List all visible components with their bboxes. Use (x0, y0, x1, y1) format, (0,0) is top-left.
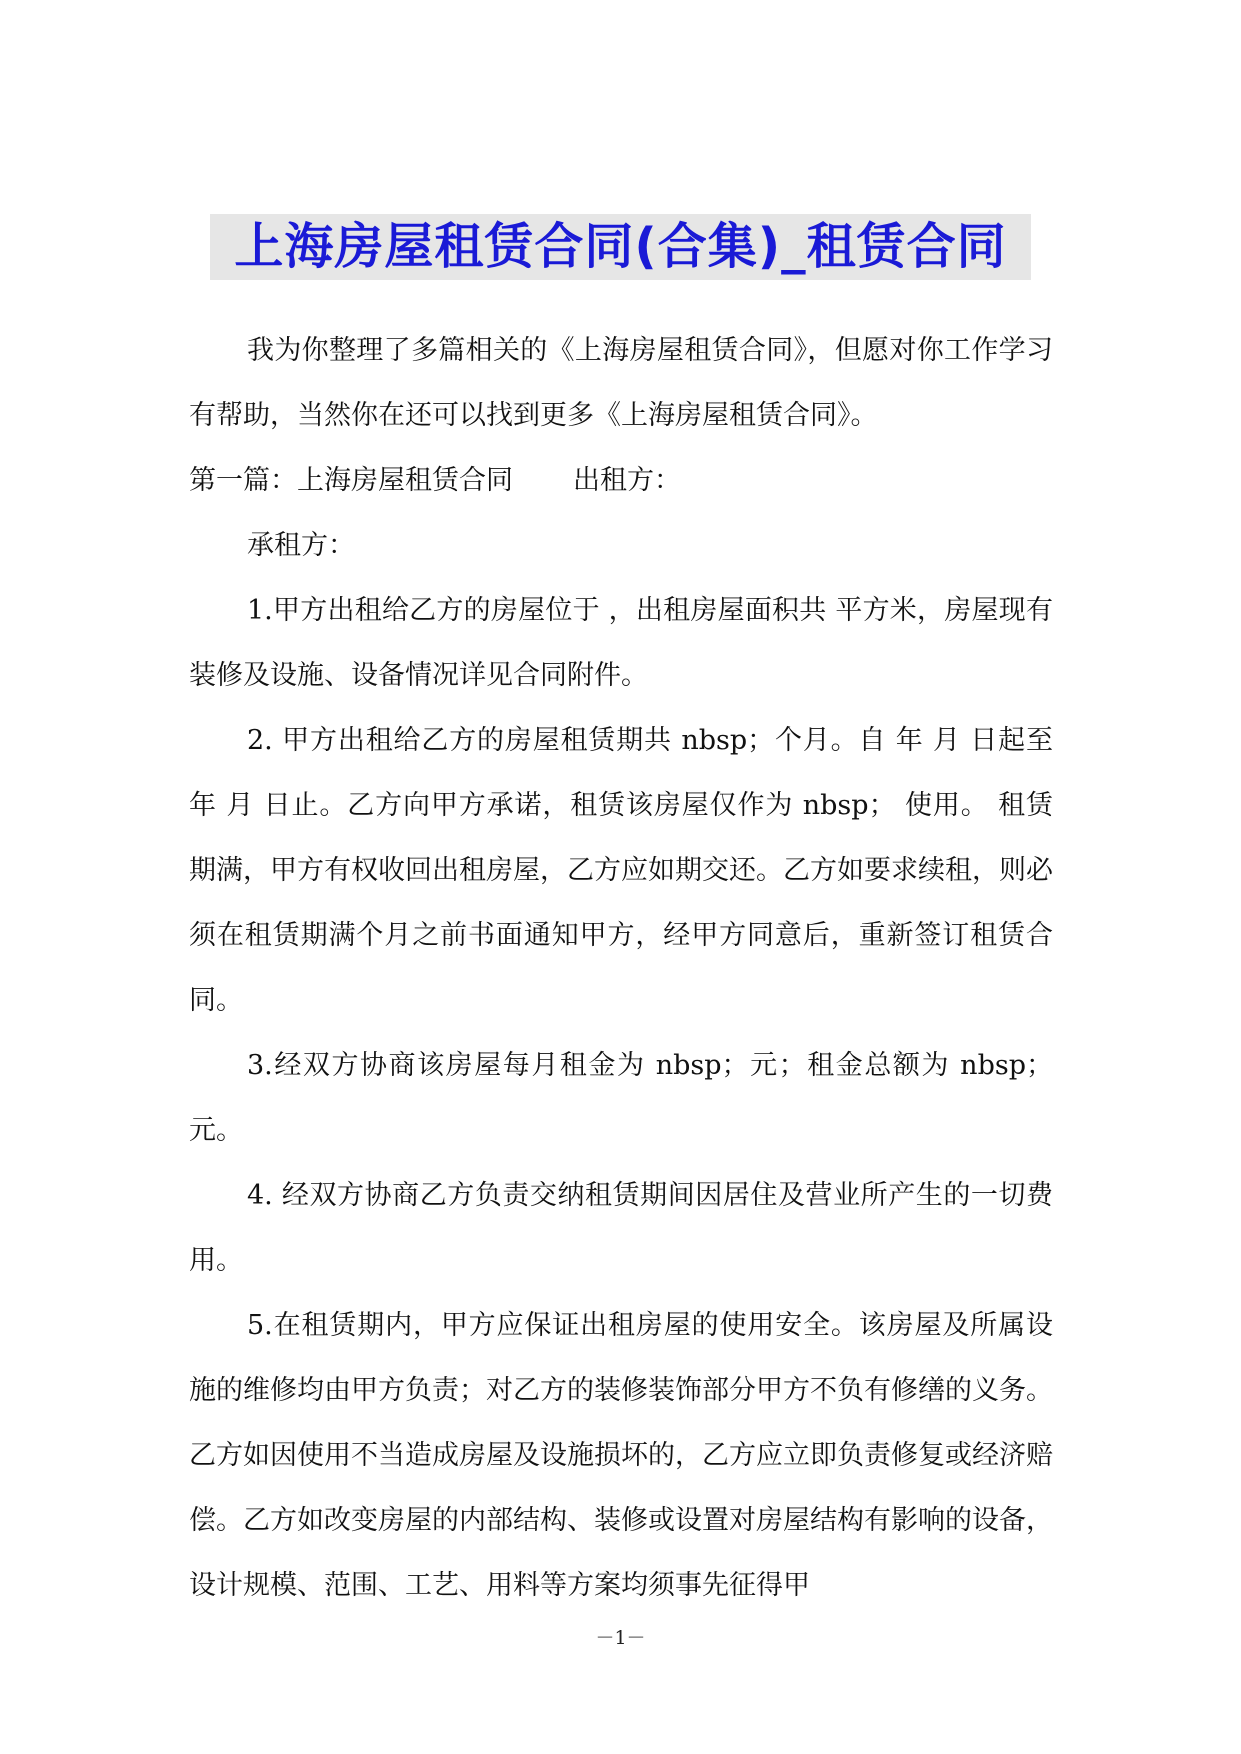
clause-3: 3.经双方协商该房屋每月租金为 nbsp；元；租金总额为 nbsp；元。 (189, 1050, 1053, 1146)
clause-2: 2. 甲方出租给乙方的房屋租赁期共 nbsp；个月。自 年 月 日起至 年 月 日止。乙方向甲方承诺，租赁该房屋仅作为 nbsp； 使用。 租赁期满，甲方有权收回出租房屋，乙方应如期交还。乙方如要求续租，则必须在租赁期满个月之前书面通知甲方，经甲方同意后，重新签订租赁合同。 (189, 725, 1053, 1016)
clause-5: 5.在租赁期内，甲方应保证出租房屋的使用安全。该房屋及所属设施的维修均由甲方负责；对乙方的装修装饰部分甲方不负有修缮的义务。乙方如因使用不当造成房屋及设施损坏的，乙方应立即负责修复或经济赔偿。乙方如改变房屋的内部结构、装修或设置对房屋结构有影响的设备，设计规模、范围、工艺、用料等方案均须事先征得甲 (189, 1310, 1053, 1601)
page-number: －1－ (595, 1627, 646, 1649)
first-article-heading: 第一篇：上海房屋租赁合同 (189, 465, 513, 496)
document-body (189, 318, 1053, 1618)
lessee-label: 承租方： (247, 530, 355, 561)
document-title: 上海房屋租赁合同(合集)_租赁合同 (210, 214, 1030, 280)
article-heading-line (189, 448, 1053, 513)
title-container (0, 214, 1241, 280)
lessor-label: 出租方： (573, 465, 681, 496)
intro-paragraph: 我为你整理了多篇相关的《上海房屋租赁合同》，但愿对你工作学习有帮助，当然你在还可以找到更多《上海房屋租赁合同》。 (189, 335, 1053, 431)
clause-1: 1.甲方出租给乙方的房屋位于 ，出租房屋面积共 平方米，房屋现有装修及设施、设备情况详见合同附件。 (189, 595, 1053, 691)
clause-4: 4. 经双方协商乙方负责交纳租赁期间因居住及营业所产生的一切费用。 (189, 1180, 1053, 1276)
